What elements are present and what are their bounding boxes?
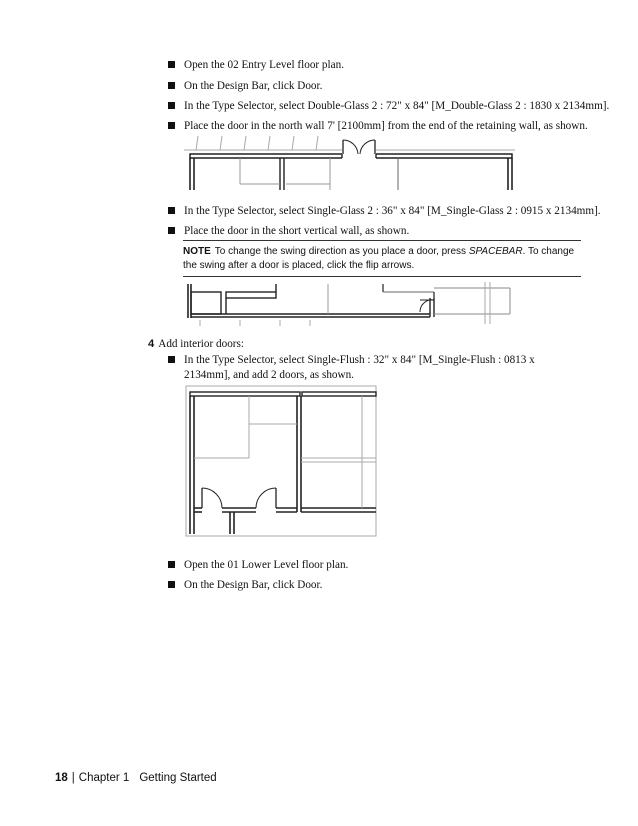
floor-plan-short-wall-figure (180, 278, 520, 328)
list-item-text: Place the door in the short vertical wall, as shown. (184, 225, 410, 237)
step-number: 4 (148, 338, 155, 350)
page-number: 18 (55, 772, 68, 784)
bullet-icon (168, 122, 175, 129)
step-text: Add interior doors: (158, 338, 244, 350)
list-item-text: On the Design Bar, click Door. (184, 80, 323, 92)
list-item-text: On the Design Bar, click Door. (184, 579, 323, 591)
bullet-icon (168, 581, 175, 588)
bullet-icon (168, 227, 175, 234)
floor-plan-north-wall-figure (180, 134, 520, 194)
list-item-text: In the Type Selector, select Double-Glass 2 : 72" x 84" [M_Double-Glass 2 : 1830 x 2134mm]. (184, 100, 610, 112)
list-item-text: Place the door in the north wall 7' [2100mm] from the end of the retaining wall, as shown. (184, 120, 588, 132)
floor-plan-interior-doors-figure (184, 384, 384, 544)
note-box (183, 240, 581, 277)
bullet-icon (168, 82, 175, 89)
list-item-text: In the Type Selector, select Single-Flush : 32" x 84" [M_Single-Flush : 0813 x 2134mm], and add 2 doors, as shown. (184, 354, 535, 381)
page-footer (55, 772, 217, 784)
list-item-text: Open the 02 Entry Level floor plan. (184, 59, 344, 71)
footer-separator: | (71, 772, 75, 784)
note-label: NOTE (183, 246, 211, 257)
bullet-icon (168, 102, 175, 109)
bullet-icon (168, 207, 175, 214)
bullet-icon (168, 356, 175, 363)
note-text-after: . To change the swing after a door is placed, click the flip arrows. (183, 246, 575, 271)
step-heading (148, 338, 244, 350)
note-key: SPACEBAR (468, 246, 523, 257)
bullet-icon (168, 61, 175, 68)
list-item-text: In the Type Selector, select Single-Glass 2 : 36" x 84" [M_Single-Glass 2 : 0915 x 2134mm]. (184, 205, 601, 217)
note-text-before: To change the swing direction as you place a door, press (214, 246, 469, 257)
bullet-icon (168, 561, 175, 568)
footer-title: Getting Started (139, 772, 217, 784)
footer-chapter: Chapter 1 (78, 772, 130, 784)
list-item-text: Open the 01 Lower Level floor plan. (184, 559, 349, 571)
